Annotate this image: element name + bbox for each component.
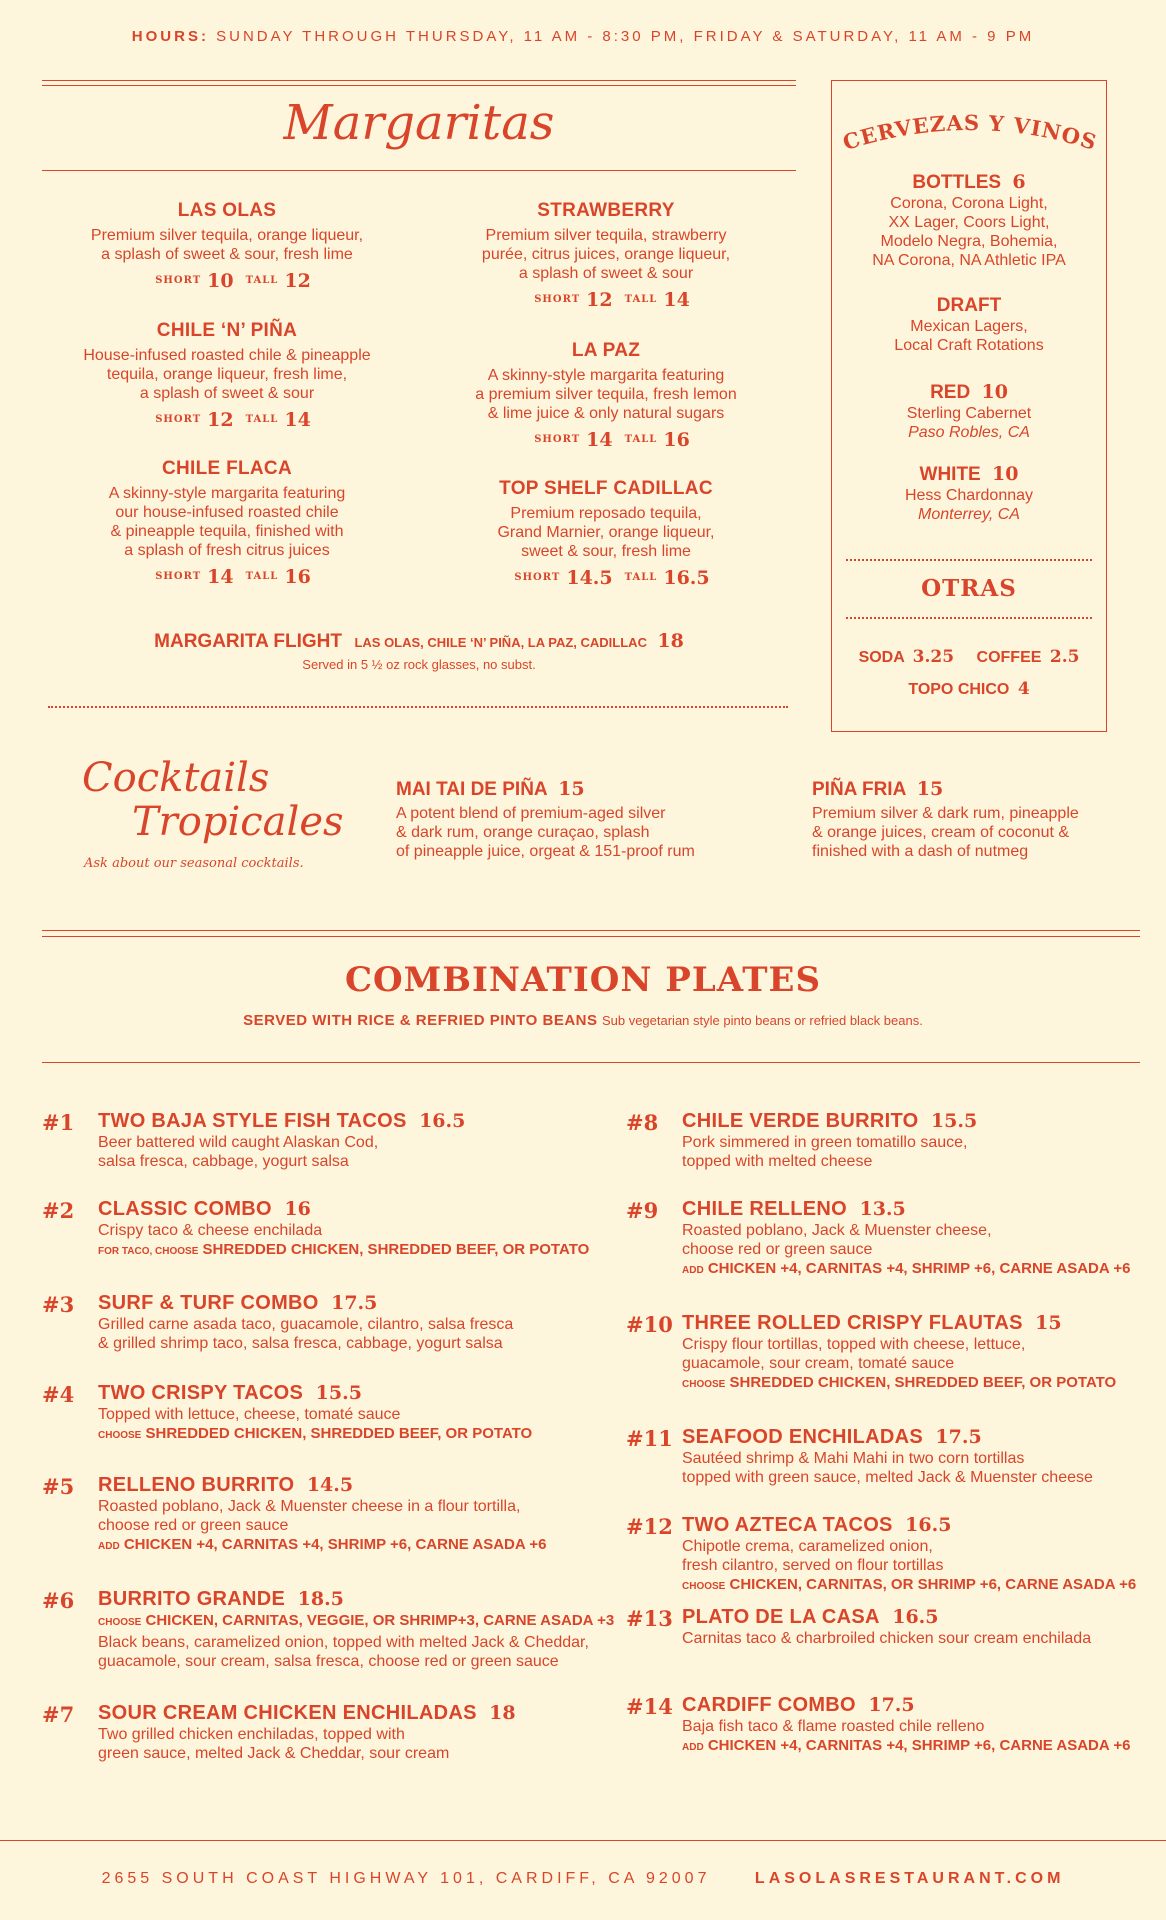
combo-desc: Sautéed shrimp & Mahi Mahi in two corn tortillas	[682, 1450, 1025, 1467]
combo-name: SURF & TURF COMBO	[98, 1292, 319, 1314]
cocktail-item	[812, 778, 1142, 861]
combo-number: #14	[626, 1694, 673, 1719]
divider	[42, 936, 1140, 937]
combo-number: #4	[42, 1382, 75, 1407]
otras-row-1	[832, 647, 1106, 667]
margarita-desc: a splash of fresh citrus juices	[124, 542, 330, 559]
combo-desc: salsa fresca, cabbage, yogurt salsa	[98, 1153, 349, 1170]
margarita-name: LA PAZ	[571, 340, 641, 361]
tall-label: TALL	[624, 434, 658, 445]
margarita-desc: Grand Marnier, orange liqueur,	[497, 524, 715, 541]
cocktail-desc: Premium silver & dark rum, pineapple	[812, 805, 1079, 822]
margarita-desc: Premium silver tequila, strawberry	[485, 227, 727, 244]
cervezas-title-arc	[840, 107, 1100, 157]
margarita-item	[42, 200, 412, 293]
otras-row-2	[832, 679, 1106, 699]
red-section	[832, 381, 1106, 442]
combo-number: #8	[626, 1110, 659, 1135]
combo-desc: Carnitas taco & charbroiled chicken sour cream enchilada	[682, 1630, 1092, 1647]
red-wine: Sterling Cabernet	[906, 405, 1032, 422]
cocktail-price: 15	[558, 778, 585, 800]
cocktail-desc: of pineapple juice, orgeat & 151-proof rum	[396, 843, 695, 860]
tall-price: 16	[284, 566, 311, 588]
draft-line: Mexican Lagers,	[910, 318, 1028, 335]
short-price: 12	[207, 409, 234, 431]
combo-desc: Roasted poblano, Jack & Muenster cheese,	[682, 1222, 992, 1239]
margarita-name: STRAWBERRY	[537, 200, 675, 221]
margarita-desc: A skinny-style margarita featuring	[108, 485, 346, 502]
white-section	[832, 463, 1106, 524]
combo-name: RELLENO BURRITO	[98, 1474, 295, 1496]
combo-number: #12	[626, 1514, 673, 1539]
divider	[42, 170, 796, 171]
footer-site: LASOLASRESTAURANT.COM	[754, 1870, 1065, 1887]
margarita-desc: a splash of sweet & sour	[518, 265, 694, 282]
otras-title: OTRAS	[921, 575, 1017, 602]
combo-choice-prefix: CHOOSE	[98, 1430, 142, 1441]
combo-choice-prefix: FOR TACO, CHOOSE	[98, 1246, 199, 1257]
combo-choice-prefix: CHOOSE	[682, 1379, 726, 1390]
draft-section	[832, 295, 1106, 355]
short-label: SHORT	[514, 572, 561, 583]
red-name: RED	[930, 382, 971, 403]
white-price: 10	[992, 463, 1019, 485]
combo-price: 16.5	[419, 1110, 466, 1132]
bottles-name: BOTTLES	[912, 172, 1002, 193]
combo-desc: topped with green sauce, melted Jack & Muenster cheese	[682, 1469, 1093, 1486]
combo-price: 16	[284, 1198, 311, 1220]
short-price: 14	[207, 566, 234, 588]
combo-desc: Chipotle crema, caramelized onion,	[682, 1538, 933, 1555]
soda-price: 3.25	[912, 647, 955, 667]
tall-price: 14	[284, 409, 311, 431]
margarita-desc: Premium reposado tequila,	[510, 505, 702, 522]
svg-text:CERVEZAS Y VINOS	[840, 110, 1100, 155]
margarita-desc: A skinny-style margarita featuring	[487, 367, 725, 384]
combo-desc: Crispy taco & cheese enchilada	[98, 1222, 323, 1239]
hours-line	[0, 28, 1166, 45]
margarita-item	[421, 478, 791, 590]
footer	[0, 1870, 1166, 1888]
short-price: 14.5	[566, 567, 613, 589]
bottles-section	[832, 171, 1106, 270]
combo-choice: CHICKEN +4, CARNITAS +4, SHRIMP +6, CARNE ASADA +6	[123, 1536, 547, 1553]
margarita-desc: our house-infused roasted chile	[115, 504, 339, 521]
flight-name: MARGARITA FLIGHT	[154, 631, 342, 652]
margarita-name: CHILE ‘N’ PIÑA	[156, 320, 298, 341]
combo-price: 18.5	[297, 1588, 344, 1610]
short-label: SHORT	[534, 294, 581, 305]
combo-desc: & grilled shrimp taco, salsa fresca, cabbage, yogurt salsa	[98, 1335, 503, 1352]
dotted-divider	[846, 617, 1092, 619]
combo-choice: SHREDDED CHICKEN, SHREDDED BEEF, OR POTATO	[145, 1425, 533, 1442]
cocktail-desc: A potent blend of premium-aged silver	[396, 805, 666, 822]
combo-choice: CHICKEN +4, CARNITAS +4, SHRIMP +6, CARNE ASADA +6	[707, 1260, 1131, 1277]
footer-address: 2655 SOUTH COAST HIGHWAY 101, CARDIFF, CA 92007	[101, 1870, 711, 1887]
combo-number: #13	[626, 1606, 673, 1631]
red-price: 10	[981, 381, 1008, 403]
margarita-item	[42, 458, 412, 589]
white-name: WHITE	[919, 464, 981, 485]
combo-desc: Two grilled chicken enchiladas, topped with	[98, 1726, 405, 1743]
combo-choice-prefix: CHOOSE	[682, 1581, 726, 1592]
margaritas-title: Margaritas	[283, 95, 555, 151]
margarita-name: TOP SHELF CADILLAC	[499, 478, 713, 499]
soda-name: SODA	[858, 649, 905, 666]
short-label: SHORT	[155, 571, 202, 582]
combo-price: 15.5	[315, 1382, 362, 1404]
combo-desc: choose red or green sauce	[682, 1241, 873, 1258]
hours-label: HOURS:	[131, 28, 209, 45]
combo-name: BURRITO GRANDE	[98, 1588, 286, 1610]
combo-name: CHILE VERDE BURRITO	[682, 1110, 919, 1132]
margarita-desc: Premium silver tequila, orange liqueur,	[90, 227, 364, 244]
combo-desc: green sauce, melted Jack & Cheddar, sour cream	[98, 1745, 450, 1762]
tall-label: TALL	[245, 571, 279, 582]
divider	[42, 930, 1140, 931]
combo-choice-prefix: ADD	[682, 1265, 704, 1276]
combo-price: 14.5	[306, 1474, 354, 1496]
combo-number: #11	[626, 1426, 673, 1451]
hours-text: SUNDAY THROUGH THURSDAY, 11 AM - 8:30 PM, FRIDAY & SATURDAY, 11 AM - 9 PM	[216, 28, 1035, 45]
short-label: SHORT	[155, 414, 202, 425]
margarita-flight	[42, 630, 796, 672]
draft-line: Local Craft Rotations	[894, 337, 1044, 354]
draft-name: DRAFT	[936, 295, 1002, 316]
tall-label: TALL	[624, 572, 658, 583]
combo-number: #10	[626, 1312, 673, 1337]
combo-price: 18	[489, 1702, 516, 1724]
short-price: 10	[207, 270, 234, 292]
topo-price: 4	[1017, 679, 1030, 699]
combo-choice: CHICKEN, CARNITAS, OR SHRIMP +6, CARNE ASADA +6	[729, 1576, 1137, 1593]
combo-number: #5	[42, 1474, 75, 1499]
combo-price: 17.5	[868, 1694, 915, 1716]
flight-list: LAS OLAS, CHILE ‘N’ PIÑA, LA PAZ, CADILLAC	[354, 635, 647, 650]
combo-name: TWO CRISPY TACOS	[98, 1382, 304, 1404]
divider	[0, 1840, 1166, 1841]
flight-price: 18	[657, 630, 684, 652]
combo-number: #7	[42, 1702, 75, 1727]
margarita-item	[421, 340, 791, 452]
combo-price: 16.5	[905, 1514, 952, 1536]
combo-desc: Crispy flour tortillas, topped with cheese, lettuce,	[682, 1336, 1026, 1353]
margarita-desc: a splash of sweet & sour	[139, 385, 315, 402]
combo-number: #9	[626, 1198, 659, 1223]
combo-desc: Topped with lettuce, cheese, tomaté sauce	[98, 1406, 401, 1423]
combo-choice-prefix: CHOOSE	[98, 1617, 142, 1628]
tall-label: TALL	[624, 294, 658, 305]
tall-price: 14	[663, 289, 690, 311]
combo-number: #1	[42, 1110, 75, 1135]
combo-desc: guacamole, sour cream, tomaté sauce	[682, 1355, 955, 1372]
margarita-desc: & pineapple tequila, finished with	[110, 523, 344, 540]
combo-price: 17.5	[331, 1292, 378, 1314]
combo-desc: fresh cilantro, served on flour tortillas	[682, 1557, 944, 1574]
margarita-item	[42, 320, 412, 432]
cocktail-desc: finished with a dash of nutmeg	[812, 843, 1029, 860]
coffee-price: 2.5	[1049, 647, 1080, 667]
bottles-line: Modelo Negra, Bohemia,	[880, 233, 1058, 250]
short-price: 14	[586, 429, 613, 451]
combo-name: CARDIFF COMBO	[682, 1694, 856, 1716]
combo-desc: Roasted poblano, Jack & Muenster cheese in a flour tortilla,	[98, 1498, 521, 1515]
dotted-divider	[48, 706, 788, 708]
combo-desc: Beer battered wild caught Alaskan Cod,	[98, 1134, 379, 1151]
tall-price: 16	[663, 429, 690, 451]
combo-choice-prefix: ADD	[98, 1541, 120, 1552]
combo-name: TWO BAJA STYLE FISH TACOS	[98, 1110, 407, 1132]
margarita-desc: a splash of sweet & sour, fresh lime	[101, 246, 353, 263]
red-place: Paso Robles, CA	[908, 424, 1030, 441]
combo-choice: CHICKEN, CARNITAS, VEGGIE, OR SHRIMP+3, CARNE ASADA +3	[145, 1612, 615, 1629]
combo-number: #6	[42, 1588, 75, 1613]
combo-name: PLATO DE LA CASA	[682, 1606, 880, 1628]
tall-label: TALL	[245, 275, 279, 286]
margarita-desc: sweet & sour, fresh lime	[521, 543, 691, 560]
combo-price: 13.5	[859, 1198, 906, 1220]
margarita-name: LAS OLAS	[177, 200, 277, 221]
combo-name: TWO AZTECA TACOS	[682, 1514, 893, 1536]
combo-desc: Baja fish taco & flame roasted chile relleno	[682, 1718, 985, 1735]
cocktail-price: 15	[916, 778, 944, 800]
margarita-desc: House-infused roasted chile & pineapple	[83, 347, 371, 364]
combos-subtitle-line	[0, 1012, 1166, 1030]
tall-price: 12	[284, 270, 311, 292]
divider	[42, 85, 796, 86]
combo-price: 15.5	[930, 1110, 978, 1132]
short-price: 12	[586, 289, 613, 311]
tall-label: TALL	[245, 414, 279, 425]
combo-name: THREE ROLLED CRISPY FLAUTAS	[682, 1312, 1023, 1334]
cocktails-title-2: Tropicales	[132, 799, 344, 845]
bottles-price: 6	[1012, 171, 1026, 193]
cocktail-name: PIÑA FRIA	[812, 779, 907, 800]
cervezas-title: CERVEZAS Y VINOS	[840, 109, 1100, 156]
short-label: SHORT	[155, 275, 202, 286]
bottles-line: XX Lager, Coors Light,	[888, 214, 1050, 231]
margarita-desc: purée, citrus juices, orange liqueur,	[481, 246, 731, 263]
combo-price: 15	[1035, 1312, 1062, 1334]
bottles-line: Corona, Corona Light,	[890, 195, 1048, 212]
dotted-divider	[846, 559, 1092, 561]
combo-desc: Pork simmered in green tomatillo sauce,	[682, 1134, 968, 1151]
combo-name: CLASSIC COMBO	[98, 1198, 272, 1220]
combo-price: 16.5	[892, 1606, 939, 1628]
combo-number: #3	[42, 1292, 75, 1317]
combos-sub-note: Sub vegetarian style pinto beans or refried black beans.	[601, 1013, 923, 1028]
cocktail-name: MAI TAI DE PIÑA	[396, 779, 548, 800]
combo-choice: CHICKEN +4, CARNITAS +4, SHRIMP +6, CARNE ASADA +6	[707, 1737, 1131, 1754]
combo-name: SEAFOOD ENCHILADAS	[682, 1426, 923, 1448]
combo-desc: topped with melted cheese	[682, 1153, 873, 1170]
combos-subtitle: SERVED WITH RICE & REFRIED PINTO BEANS	[243, 1012, 598, 1029]
cocktails-note: Ask about our seasonal cocktails.	[84, 856, 304, 871]
cervezas-box	[831, 80, 1107, 732]
flight-note: Served in 5 ½ oz rock glasses, no subst.	[302, 657, 536, 672]
white-place: Monterrey, CA	[918, 506, 1020, 523]
combo-name: SOUR CREAM CHICKEN ENCHILADAS	[98, 1702, 477, 1724]
combo-desc: guacamole, sour cream, salsa fresca, choose red or green sauce	[98, 1653, 559, 1670]
divider	[42, 1062, 1140, 1063]
tall-price: 16.5	[663, 567, 710, 589]
combo-number: #2	[42, 1198, 75, 1223]
margarita-desc: & lime juice & only natural sugars	[487, 405, 725, 422]
margarita-name: CHILE FLACA	[162, 458, 292, 479]
coffee-name: COFFEE	[976, 649, 1042, 666]
combo-choice-prefix: ADD	[682, 1742, 704, 1753]
combo-price: 17.5	[935, 1426, 982, 1448]
bottles-line: NA Corona, NA Athletic IPA	[872, 252, 1066, 269]
combos-title: COMBINATION PLATES	[344, 960, 822, 1000]
topo-name: TOPO CHICO	[908, 681, 1010, 698]
combo-choice: SHREDDED CHICKEN, SHREDDED BEEF, OR POTATO	[202, 1241, 590, 1258]
combo-name: CHILE RELLENO	[682, 1198, 848, 1220]
combo-choice: SHREDDED CHICKEN, SHREDDED BEEF, OR POTATO	[729, 1374, 1117, 1391]
margarita-desc: tequila, orange liqueur, fresh lime,	[106, 366, 348, 383]
cocktail-desc: & orange juices, cream of coconut &	[812, 824, 1070, 841]
white-wine: Hess Chardonnay	[904, 487, 1034, 504]
cocktails-title-1: Cocktails	[82, 755, 270, 801]
short-label: SHORT	[534, 434, 581, 445]
combo-desc: Grilled carne asada taco, guacamole, cilantro, salsa fresca	[98, 1316, 514, 1333]
cocktail-desc: & dark rum, orange curaçao, splash	[396, 824, 650, 841]
margarita-desc: a premium silver tequila, fresh lemon	[475, 386, 737, 403]
combo-desc: Black beans, caramelized onion, topped with melted Jack & Cheddar,	[98, 1634, 589, 1651]
divider	[42, 80, 796, 81]
cocktail-item	[396, 778, 756, 861]
combo-desc: choose red or green sauce	[98, 1517, 289, 1534]
margarita-item	[421, 200, 791, 312]
